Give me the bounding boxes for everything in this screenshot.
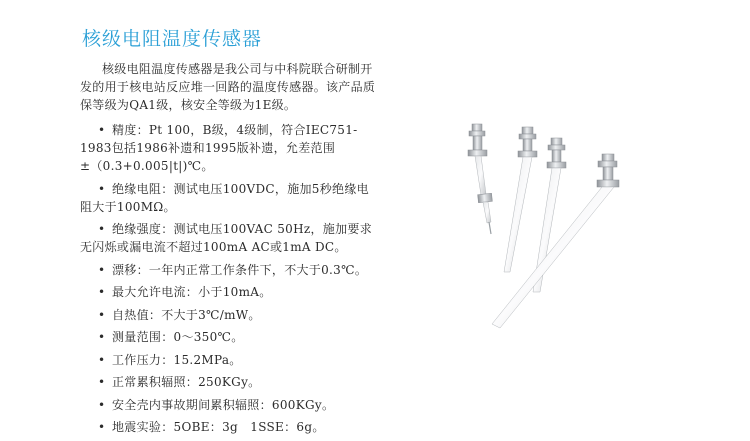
spec-value: 一年内正常工作条件下，不大于0.3℃。 bbox=[148, 262, 368, 277]
spec-label: 正常累积辐照： bbox=[112, 375, 199, 389]
spec-value: 250KGy。 bbox=[198, 375, 261, 389]
spec-value: 15.2MPa。 bbox=[173, 352, 242, 367]
spec-value: 0～350℃。 bbox=[173, 330, 244, 344]
sensor-product-photo bbox=[448, 122, 646, 334]
bullet-icon: • bbox=[98, 375, 106, 389]
bullet-icon: • bbox=[98, 397, 106, 412]
bullet-icon: • bbox=[98, 330, 106, 344]
intro-paragraph: 核级电阻温度传感器是我公司与中科院联合研制开发的用于核电站反应堆一回路的温度传感器。该产品质保等级为QA1级，核安全等级为1E级。 bbox=[80, 62, 376, 112]
bullet-icon: • bbox=[98, 262, 106, 277]
sensor-probe-1 bbox=[468, 124, 492, 234]
spec-label: 最大允许电流： bbox=[112, 285, 199, 299]
spec-label: 绝缘电阻： bbox=[112, 181, 174, 196]
spec-item-max-current bbox=[80, 283, 380, 301]
spec-label: 精度： bbox=[112, 123, 149, 137]
spec-label: 地震实验： bbox=[112, 420, 174, 434]
spec-item-dielectric-strength bbox=[80, 220, 380, 256]
bullet-icon: • bbox=[98, 181, 106, 196]
spec-item-insulation-resistance bbox=[80, 180, 380, 216]
spec-value: 测试电压100VAC 50Hz，施加要求无闪烁或漏电流不超过100mA AC或1mA DC。 bbox=[80, 222, 372, 254]
bullet-icon: • bbox=[98, 222, 106, 236]
spec-value: Pt 100，B级，4级制，符合IEC751-1983包括1986补遗和1995版补遗，允差范围±（0.3+0.005|t|)℃。 bbox=[80, 123, 358, 173]
spec-item-seismic-test bbox=[80, 418, 380, 436]
spec-item-measuring-range bbox=[80, 328, 380, 346]
spec-label: 漂移： bbox=[112, 262, 149, 277]
spec-label: 安全壳内事故期间累积辐照： bbox=[112, 397, 272, 412]
spec-label: 工作压力： bbox=[112, 352, 174, 367]
spec-value: 600KGy。 bbox=[271, 397, 335, 412]
content-block bbox=[80, 60, 380, 441]
spec-value: 小于10mA。 bbox=[198, 285, 272, 299]
spec-item-normal-irradiation bbox=[80, 373, 380, 391]
spec-label: 绝缘强度： bbox=[112, 222, 174, 236]
spec-list bbox=[80, 121, 380, 436]
spec-label: 自热值： bbox=[112, 307, 162, 322]
spec-item-accuracy bbox=[80, 121, 380, 175]
spec-value: 5OBE：3g 1SSE：6g。 bbox=[173, 420, 325, 434]
spec-label: 测量范围： bbox=[112, 330, 174, 344]
bullet-icon: • bbox=[98, 285, 106, 299]
spec-item-drift bbox=[80, 261, 380, 279]
page-title: 核级电阻温度传感器 bbox=[82, 28, 263, 50]
bullet-icon: • bbox=[98, 307, 106, 322]
bullet-icon: • bbox=[98, 352, 106, 367]
bullet-icon: • bbox=[98, 420, 106, 434]
sensor-probe-2 bbox=[504, 127, 537, 272]
spec-item-working-pressure bbox=[80, 351, 380, 369]
spec-item-self-heating bbox=[80, 306, 380, 324]
bullet-icon: • bbox=[98, 123, 106, 137]
spec-value: 测试电压100VDC，施加5秒绝缘电阻大于100MΩ。 bbox=[80, 181, 369, 214]
spec-item-accident-irradiation bbox=[80, 396, 380, 414]
spec-value: 不大于3℃/mW。 bbox=[161, 307, 261, 322]
